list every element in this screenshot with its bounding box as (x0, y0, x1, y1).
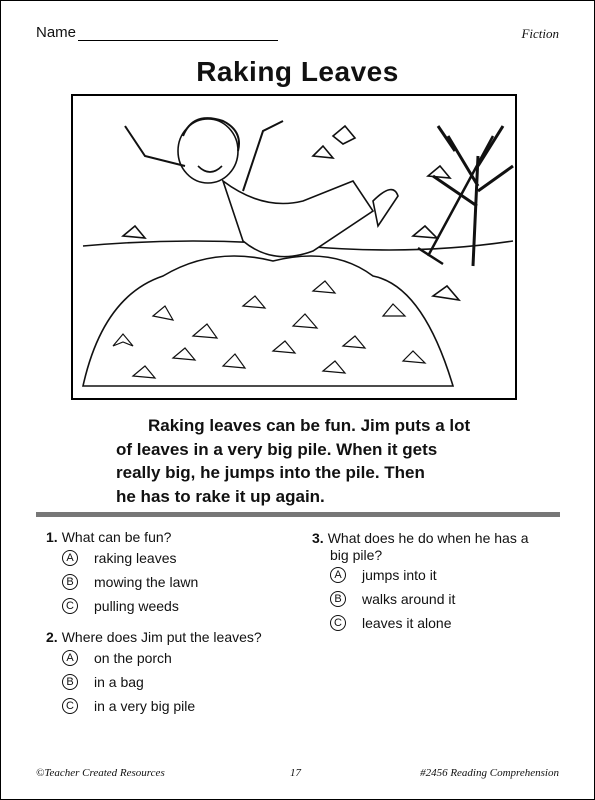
answer-text: in a very big pile (94, 698, 196, 714)
story-line: he has to rake it up again. (116, 486, 325, 506)
question-number: 2. (46, 629, 58, 645)
page-title: Raking Leaves (196, 56, 399, 87)
story-line: Raking leaves can be fun. Jim puts a lot (148, 416, 471, 435)
answer-option[interactable] (62, 670, 195, 694)
answer-bubble[interactable]: B (330, 591, 346, 607)
footer-publisher: ©Teacher Created Resources (36, 767, 165, 779)
question-text: Where does Jim put the leaves? (61, 629, 262, 645)
question-text: What can be fun? (61, 529, 172, 545)
answer-text: pulling weeds (94, 598, 179, 614)
footer-page-number: 17 (290, 767, 301, 779)
genre-label: Fiction (521, 26, 559, 41)
question-number: 3. (312, 530, 324, 546)
answer-text: leaves it alone (362, 615, 452, 631)
answer-text: raking leaves (94, 550, 177, 566)
answer-option[interactable] (330, 563, 455, 587)
answer-option[interactable] (330, 611, 455, 635)
footer-book-title: #2456 Reading Comprehension (420, 767, 559, 779)
answer-bubble[interactable]: B (62, 674, 78, 690)
answer-text: in a bag (94, 674, 144, 690)
name-line[interactable] (78, 27, 278, 41)
question-1-options (62, 546, 198, 618)
question-number: 1. (46, 529, 58, 545)
answer-option[interactable] (62, 594, 198, 618)
story-line: of leaves in a very big pile. When it gets (116, 439, 438, 459)
question-text: What does he do when he has a (327, 530, 529, 546)
answer-bubble[interactable]: C (62, 698, 78, 714)
answer-option[interactable] (330, 587, 455, 611)
question-3 (312, 530, 529, 564)
name-label: Name (36, 24, 77, 41)
answer-text: walks around it (362, 591, 456, 607)
question-1 (46, 529, 171, 546)
question-3-options (330, 563, 455, 635)
answer-bubble[interactable]: A (62, 650, 78, 666)
illustration-image (71, 94, 517, 400)
answer-bubble[interactable]: C (330, 615, 346, 631)
story-line: really big, he jumps into the pile. Then (116, 463, 425, 482)
answer-option[interactable] (62, 546, 198, 570)
section-divider (36, 512, 560, 517)
story-text (116, 414, 516, 508)
answer-bubble[interactable]: C (62, 598, 78, 614)
answer-text: on the porch (94, 650, 172, 666)
name-field[interactable] (36, 24, 278, 41)
answer-text: mowing the lawn (94, 574, 199, 590)
illustration-drawing (73, 96, 515, 398)
answer-text: jumps into it (362, 567, 437, 583)
question-text: big pile? (330, 547, 383, 563)
answer-bubble[interactable]: B (62, 574, 78, 590)
question-2-options (62, 646, 195, 718)
answer-option[interactable] (62, 570, 198, 594)
answer-option[interactable] (62, 694, 195, 718)
answer-bubble[interactable]: A (62, 550, 78, 566)
question-2 (46, 629, 262, 646)
answer-option[interactable] (62, 646, 195, 670)
answer-bubble[interactable]: A (330, 567, 346, 583)
